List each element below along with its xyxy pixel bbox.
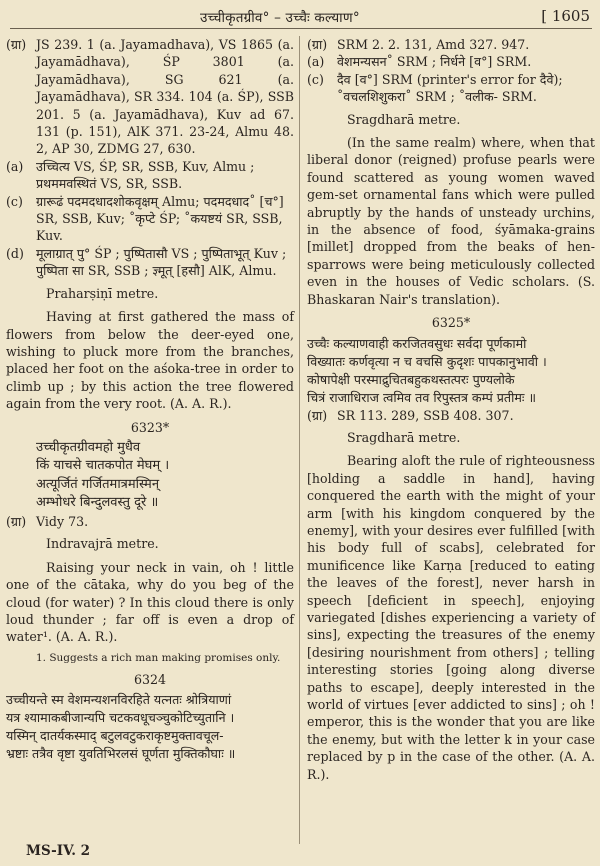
verse-line: चित्रं राजाधिराज त्वमिव तव रिपुस्तत्र कम्पं प्रतीमः ॥	[307, 389, 536, 405]
ref-text: SRM 2. 2. 131, Amd 327. 947.	[337, 37, 530, 52]
sanskrit-verse	[307, 335, 595, 407]
variant-text: दैव [व°] SRM (printer's error for दैवे); ˚वचलशिशुकरा˚ SRM ; ˚वलीक- SRM.	[337, 71, 563, 105]
variant-label: (c)	[307, 71, 324, 87]
variant-text: मूलाग्रात् पु° ŚP ; पुष्पितासौ VS ; पुष्पिताभूत् Kuv ; पुष्पिता सा SR, SSB ; ज्ञ्मूत् [हसौ] AlK, Almu.	[36, 245, 287, 279]
translation-paragraph: Having at first gathered the mass of flowers from below the deer-eyed one, wishing to pluck more from the branches, placed her foot on the aśoka-tree in order to climb up ; by this action the tree flowered again from the very root. (A. A. R.).	[6, 309, 294, 412]
ref-text: SR 113. 289, SSB 408. 307.	[337, 407, 514, 423]
metre-note: Sragdharā metre.	[347, 429, 461, 445]
verse-line: यत्र श्यामाकबीजान्यपि चटकवधूचञ्चुकोटिच्युतानि ।	[6, 710, 235, 726]
verse-line: अत्यूर्जितं गर्जितमात्रमस्मिन्	[36, 476, 160, 492]
variant-a	[307, 53, 595, 70]
metre-note: Indravajrā metre.	[46, 536, 159, 552]
variant-c	[307, 71, 595, 106]
verse-line: यस्मिन् दातर्यकस्माद् बटुलवटुकराकृष्टमुक्तावचूल-	[6, 728, 224, 744]
metre-note: Sragdharā metre.	[347, 111, 461, 127]
variant-c	[6, 193, 294, 245]
ref-label: (ग्रा)	[307, 37, 328, 52]
variant-text: वेशमन्यसन˚ SRM ; निर्धने [व°] SRM.	[337, 54, 532, 70]
reference-block	[6, 513, 294, 530]
reference-block	[6, 36, 294, 158]
verse-number: 6325*	[431, 315, 471, 331]
running-header	[0, 6, 600, 28]
ref-label: (ग्रा)	[6, 513, 27, 529]
right-column	[307, 36, 595, 783]
verse-line: उच्चैः कल्याणवाही करजितवसुधः सर्वदा पूर्णकामो	[307, 335, 527, 351]
variant-label: (c)	[6, 193, 23, 209]
verse-number: 6324	[133, 671, 167, 687]
ref-label: (ग्रा)	[307, 407, 328, 423]
reference-block	[307, 36, 595, 53]
header-rule	[10, 28, 592, 29]
translation-paragraph: Raising your neck in vain, oh ! little one of the cātaka, why do you beg of the cloud (for water) ? In this cloud there is only loud thunder ; far off is even a drop of water¹. (A. A. R.).	[6, 559, 294, 645]
sanskrit-verse	[36, 439, 294, 513]
page-number: [ 1605	[541, 7, 590, 25]
translation-paragraph: (In the same realm) where, when that liberal donor (reigned) profuse pearls were found scattered as young women waved gem-set ornamental fans which were pulled abruptly by the hands of unsteady urchins, in the absence of food, śyāmaka-grains [millet] dropped from the beaks of hen-sparrows were being meticulously collected even in the houses of Vedic scholars. (S. Bhaskaran Nair's translation).	[307, 135, 595, 307]
column-divider	[299, 36, 300, 844]
ref-text: Vidy 73.	[36, 513, 89, 529]
left-column	[6, 36, 294, 763]
verse-line: विख्यातः कर्णवृत्या न च वचसि कुदृशः पापकानुभावी ।	[307, 353, 547, 369]
variant-text: ग्रारूढं पदमदधादशोकवृक्षम् Almu; पदमदधाद˚ [च°] SR, SSB, Kuv; ˚कृप्टे ŚP; ˚कयष्टयं SR, SSB, Kuv.	[36, 193, 284, 244]
running-title: उच्चीकृतग्रीव° – उच्चैः कल्याण°	[200, 10, 360, 26]
ref-text: JS 239. 1 (a. Jayamadhava), VS 1865 (a. Jayamādhava), ŚP 3801 (a. Jayamādhava), SG 621 (a. Jayamādhava), SR 334. 104 (a. ŚP), SSB 201. 5 (a. Jayamādhava), Kuv ad 67. 131 (p. 151), AlK 371. 23-24, Almu 48. 2, AP 30, ZDMG 27, 630.	[36, 37, 294, 157]
reference-block	[307, 407, 595, 424]
ref-label: (ग्रा)	[6, 37, 27, 52]
verse-line: उच्चीयन्ते स्म वेशमन्यशनविरहिते यत्नतः श्रोत्रियाणां	[6, 692, 232, 708]
variant-text: उच्चित्य VS, ŚP, SR, SSB, Kuv, Almu ; प्रथममवस्थितं VS, SR, SSB.	[36, 158, 255, 192]
sanskrit-verse	[6, 691, 294, 763]
variant-d	[6, 245, 294, 280]
variant-label: (a)	[307, 54, 325, 70]
verse-line: किं याचसे चातकपोत मेघम् ।	[36, 458, 170, 474]
verse-line: कोषापेक्षी परस्माद्रुचितबहुकथस्तत्परः पुण्यलोके	[307, 371, 515, 387]
metre-note: Praharṣiṇī metre.	[46, 285, 159, 301]
verse-line: भ्रष्टाः तत्रैव वृष्टा युवतिभिरलसं घूर्णता मुक्तिकौघाः ॥	[6, 746, 236, 762]
verse-line: अम्भोधरे बिन्दुलवस्तु दूरे ॥	[36, 495, 159, 511]
footnote: 1. Suggests a rich man making promises only.	[36, 651, 281, 664]
variant-a	[6, 158, 294, 193]
verse-line: उच्चीकृतग्रीवमहो मुधैव	[36, 439, 141, 455]
variant-label: (d)	[6, 245, 24, 261]
variant-label: (a)	[6, 158, 24, 174]
verse-number: 6323*	[130, 419, 170, 435]
translation-paragraph: Bearing aloft the rule of righteousness [holding a saddle in hand], having conquered the earth with the might of your arm [with his kingdom conquered by the enemy], with your desires ever fulfilled [with his body full of scabs], celebrated for munificence like Karṇa [reduced to eating the leaves of the forest], never harsh in speech [deficient in speech], enjoying variegated [dishes experiencing a variety of sins], expecting the treasures of the enemy [desiring nourishment from others] ; telling interesting stories [going along diverse paths to escape], deeply interested in the world of virtues [ever addicted to sins] ; oh ! emperor, this is the wonder that you are like the enemy, but with the letter k in your case replaced by p in the case of the other. (A. A. R.).	[307, 453, 595, 782]
signature-mark: MS-IV. 2	[26, 843, 91, 859]
